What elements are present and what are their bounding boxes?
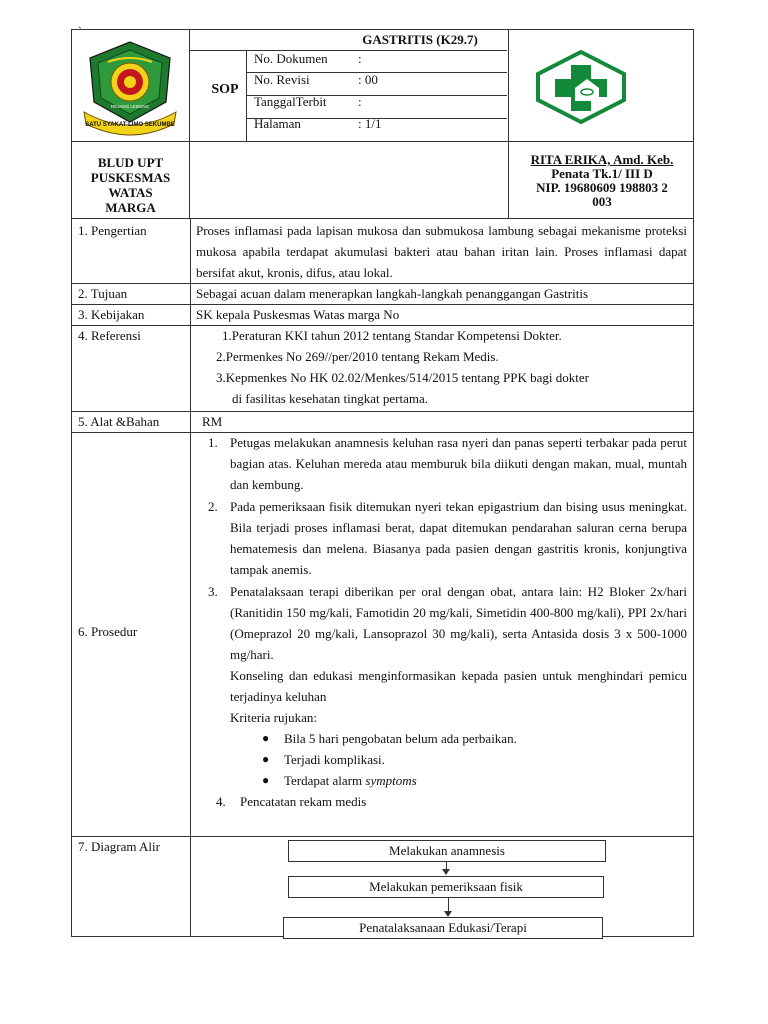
flow-box-penatalaksanaan: Penatalaksanaan Edukasi/Terapi xyxy=(283,917,603,939)
prosedur-step xyxy=(196,432,687,495)
kriteria-item xyxy=(196,770,687,791)
step-text: Pencatatan rekam medis xyxy=(240,794,367,809)
prosedur-step xyxy=(196,496,687,580)
referensi-item: 3.Kepmenkes No HK 02.02/Menkes/514/2015 tentang PPK bagi dokter xyxy=(216,370,589,385)
prosedur-step xyxy=(196,581,687,665)
step-number: 1. xyxy=(208,435,218,450)
doc-row-value: : 1/1 xyxy=(358,116,382,131)
step-number: 2. xyxy=(208,499,218,514)
label-kebijakan: 3. Kebijakan xyxy=(78,307,145,322)
kriteria-label: Kriteria rujukan: xyxy=(230,710,317,725)
text-tujuan: Sebagai acuan dalam menerapkan langkah-langkah penanggangan Gastritis xyxy=(196,286,589,301)
signer-block xyxy=(509,153,695,209)
label-prosedur: 6. Prosedur xyxy=(78,624,138,639)
label-referensi: 4. Referensi xyxy=(78,328,141,343)
bullet-icon: ● xyxy=(262,773,270,787)
stray-mark: ` xyxy=(78,24,82,38)
emblem-motto-text: SATU SYAKAT LIMO SEKUMBE xyxy=(85,122,175,128)
header-table xyxy=(71,29,694,219)
referensi-item: 2.Permenkes No 269//per/2010 tentang Rekam Medis. xyxy=(216,349,499,364)
org-line: BLUD UPT xyxy=(97,155,164,170)
signer-nip: NIP. 19680609 198803 2 xyxy=(536,180,668,195)
document-title: GASTRITIS (K29.7) xyxy=(362,32,478,47)
text-pengertian: Proses inflamasi pada lapisan mukosa dan submukosa lambung sebagai mekanisme proteksi mukosa apabila terdapat akumulasi bakteri atau bahan iritan lain. Proses inflamasi dapat bersifat akut, kronis, difus, atau lokal. xyxy=(196,223,687,280)
puskesmas-logo xyxy=(535,49,627,125)
text-kebijakan: SK kepala Puskesmas Watas marga No xyxy=(196,307,400,322)
org-line: WATAS xyxy=(108,185,153,200)
konseling-text: Konseling dan edukasi menginformasikan kepada pasien untuk menghindari pemicu terjadinya keluhan xyxy=(230,668,687,704)
step-number: 4. xyxy=(216,794,226,809)
signer-rank: Penata Tk.1/ III D xyxy=(551,166,653,181)
prosedur-step-4 xyxy=(196,791,687,812)
flow-box-anamnesis: Melakukan anamnesis xyxy=(288,840,606,862)
step-text: Petugas melakukan anamnesis keluhan rasa nyeri dan panas seperti terbakar pada perut bagian atas. Keluhan mereda atau memburuk bila diikuti dengan makan, mual, muntah dan kembung. xyxy=(230,435,687,492)
list-referensi xyxy=(196,325,687,409)
signer-nip-cont: 003 xyxy=(592,194,612,209)
org-line: PUSKESMAS xyxy=(90,170,171,185)
kriteria-text: Terdapat alarm xyxy=(284,773,366,788)
doc-row-value: : xyxy=(358,94,362,109)
text-alat-bahan: RM xyxy=(202,414,223,429)
arrow-head-icon xyxy=(442,869,450,875)
kriteria-item xyxy=(196,749,687,770)
referensi-item: di fasilitas kesehatan tingkat pertama. xyxy=(232,391,429,406)
kriteria-item xyxy=(196,728,687,749)
kriteria-italic-text: symptoms xyxy=(365,773,417,788)
step-number: 3. xyxy=(208,584,218,599)
step-text: Penatalaksaan terapi diberikan per oral dengan obat, antara lain: H2 Bloker 2x/hari (Ranitidin 150 mg/kali, Famotidin 20 mg/kali, Simetidin 400-800 mg/kali), PPI 2x/hari (Omeprazol 20 mg/kali, Lansoprazol 30 mg/kali), serta Antasida dosis 3 x 500-1000 mg/hari. xyxy=(230,584,687,662)
doc-row-label: Halaman xyxy=(254,116,301,131)
list-prosedur xyxy=(196,432,687,812)
kriteria-text: Terjadi komplikasi. xyxy=(284,752,385,767)
organization-name xyxy=(72,155,189,215)
doc-row-value: : 00 xyxy=(358,72,378,87)
label-pengertian: 1. Pengertian xyxy=(78,223,147,238)
doc-row-label: TanggalTerbit xyxy=(254,94,327,109)
bullet-icon: ● xyxy=(262,752,270,766)
referensi-item: 1.Peraturan KKI tahun 2012 tentang Standar Kompetensi Dokter. xyxy=(222,328,562,343)
regency-emblem-logo xyxy=(78,40,182,136)
doc-row-label: No. Dokumen xyxy=(254,51,328,66)
label-diagram-alir: 7. Diagram Alir xyxy=(78,839,160,854)
doc-row-value: : xyxy=(358,51,362,66)
step-text: Pada pemeriksaan fisik ditemukan nyeri tekan epigastrium dan bising usus meningkat. Bila terjadi proses inflamasi berat, dapat ditemukan pendarahan saluran cerna berupa hematemesis dan melena. Biasanya pada pasien dengan gastritis kronis, konjungtiva tampak anemis. xyxy=(230,499,687,577)
emblem-region-text: REJANG LEBONG xyxy=(110,104,150,109)
sop-label: SOP xyxy=(211,82,239,97)
content-table xyxy=(71,219,694,937)
label-alat-bahan: 5. Alat &Bahan xyxy=(78,414,160,429)
signer-name: RITA ERIKA, Amd. Keb. xyxy=(530,152,674,167)
flow-box-pemeriksaan: Melakukan pemeriksaan fisik xyxy=(288,876,604,898)
bullet-icon: ● xyxy=(262,731,270,745)
label-tujuan: 2. Tujuan xyxy=(78,286,128,301)
org-line: MARGA xyxy=(105,200,156,215)
kriteria-text: Bila 5 hari pengobatan belum ada perbaikan. xyxy=(284,731,517,746)
doc-row-label: No. Revisi xyxy=(254,72,310,87)
